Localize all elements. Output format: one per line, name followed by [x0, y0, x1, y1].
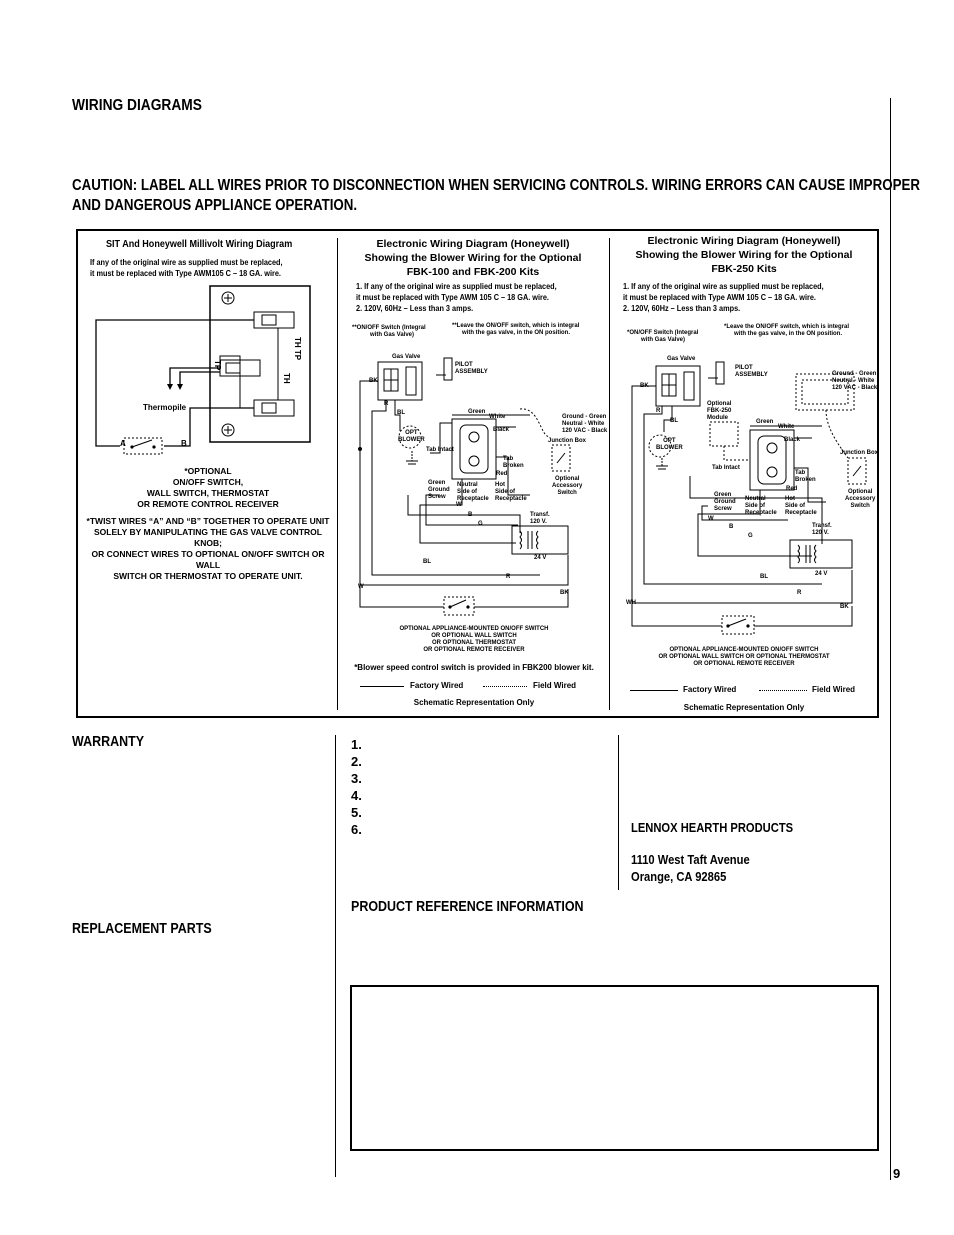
p3-tr-1: Transf. — [812, 523, 832, 529]
p2-green: Green — [468, 409, 486, 415]
label-a: A — [120, 439, 126, 448]
p3-field: Field Wired — [812, 685, 856, 694]
panel2-leave-note — [452, 323, 579, 337]
panel2-note-2: it must be replaced with Type AWM 105 C – 18 GA. wire. — [356, 292, 549, 302]
p2-tab-b1: Tab — [503, 456, 514, 462]
p3-wire-b: B — [729, 524, 734, 530]
reference-info-box — [350, 985, 879, 1151]
p2-wire-bk: BK — [369, 378, 378, 384]
p2-gg-3: Screw — [428, 494, 446, 500]
p3-wire-bl2: BL — [760, 574, 768, 580]
panel2-title-2: Showing the Blower Wiring for the Optional — [364, 252, 582, 264]
p2-opt-blower — [398, 430, 425, 444]
p2-wire-bl2: BL — [423, 559, 431, 565]
p2-os-4: OR OPTIONAL REMOTE RECEIVER — [423, 647, 525, 653]
list-item: 2. — [351, 754, 362, 769]
p3-wire-r2: R — [797, 590, 802, 596]
p3-hs-2: Side of — [785, 503, 806, 509]
p2-wire-w2: W — [358, 584, 364, 590]
p3-tab-b1: Tab — [795, 470, 806, 476]
p3-wire-g: G — [748, 533, 753, 539]
p3-opt-2: BLOWER — [656, 445, 683, 451]
replacement-parts-heading: REPLACEMENT PARTS — [72, 921, 212, 937]
p2-hs-3: Receptacle — [495, 496, 527, 502]
panel2-title — [338, 237, 608, 279]
p3-gl-1: Ground - Green — [832, 371, 877, 377]
p2-transf — [530, 512, 550, 526]
p3-schematic: Schematic Representation Only — [683, 703, 805, 712]
panel1-optional-3: WALL SWITCH, THERMOSTAT — [146, 488, 270, 498]
p2-pilot-2: ASSEMBLY — [455, 369, 488, 375]
p3-wire-bl: BL — [670, 418, 678, 424]
p2-factory-line — [360, 686, 404, 687]
label-tp: TP — [213, 360, 222, 371]
panel3-leave-1: *Leave the ON/OFF switch, which is integral — [724, 324, 850, 330]
panel1-note-1: If any of the original wire as supplied must be replaced, — [90, 257, 283, 267]
company-address-2: Orange, CA 92865 — [631, 869, 727, 884]
p2-24v: 24 V — [534, 555, 547, 561]
p3-tab-broken — [795, 470, 816, 484]
p3-green-ground — [714, 492, 736, 513]
p3-ns-3: Receptacle — [745, 510, 777, 516]
p2-blower-note: *Blower speed control switch is provided in FBK200 blower kit. — [354, 663, 594, 672]
p3-ground-legend — [832, 371, 877, 392]
p3-mod-3: Module — [707, 415, 728, 421]
p3-tr-2: 120 V. — [812, 530, 829, 536]
p2-acc-3: Switch — [557, 490, 577, 496]
p2-opt-1: OPT — [405, 430, 418, 436]
p3-hot — [785, 496, 817, 517]
p3-module — [707, 401, 731, 422]
panel1-optional-2: ON/OFF SWITCH, — [172, 477, 244, 487]
p3-os-2: OR OPTIONAL WALL SWITCH OR OPTIONAL THERMOSTAT — [658, 654, 830, 660]
p3-hs-1: Hot — [785, 496, 795, 502]
p3-green: Green — [756, 419, 774, 425]
panel3-note-1: 1. If any of the original wire as supplied must be replaced, — [623, 281, 824, 291]
p2-schematic: Schematic Representation Only — [413, 698, 535, 707]
p3-white: White — [778, 424, 795, 430]
p3-tab-intact: Tab Intact — [712, 465, 740, 471]
p3-wire-wh: WH — [626, 600, 636, 606]
p2-pilot — [455, 362, 488, 376]
p2-wire-g: G — [478, 521, 483, 527]
panel1-twist-3: OR CONNECT WIRES TO OPTIONAL ON/OFF SWITCH OR WALL — [91, 549, 325, 570]
list-item: 3. — [351, 771, 362, 786]
p2-tr-1: Transf. — [530, 512, 550, 518]
company-address-1: 1110 West Taft Avenue — [631, 852, 750, 867]
panel1-title: SIT And Honeywell Millivolt Wiring Diagram — [106, 238, 293, 250]
p3-red: Red — [786, 486, 798, 492]
panel2-notes — [356, 281, 557, 314]
caution-line-1: CAUTION: LABEL ALL WIRES PRIOR TO DISCONNECTION WHEN SERVICING CONTROLS. WIRING ERRORS CAN CAUSE IMPROPER — [72, 177, 920, 194]
list-item: 6. — [351, 822, 362, 837]
p2-neutral — [457, 482, 489, 503]
panel2-title-3: FBK-100 and FBK-200 Kits — [406, 266, 540, 278]
p2-wire-bl: BL — [397, 410, 405, 416]
p3-accessory — [845, 489, 875, 510]
p2-os-2: OR OPTIONAL WALL SWITCH — [431, 633, 517, 639]
p3-os-3: OR OPTIONAL REMOTE RECEIVER — [693, 661, 795, 667]
list-item: 5. — [351, 805, 362, 820]
p3-opt-blower — [656, 438, 683, 452]
p2-black: Black — [493, 427, 510, 433]
p2-wire-w: W — [456, 502, 462, 508]
p3-wire-bk2: BK — [840, 604, 849, 610]
p3-pilot-2: ASSEMBLY — [735, 372, 768, 378]
list-item: 1. — [351, 737, 362, 752]
p2-green-ground — [428, 480, 450, 501]
panel3-leave-2: with the gas valve, in the ON position. — [734, 331, 843, 337]
p2-tab-broken — [503, 456, 524, 470]
p2-ns-3: Receptacle — [457, 496, 489, 502]
p2-junction: Junction Box — [548, 438, 587, 444]
p2-gl-3: 120 VAC - Black — [562, 428, 608, 434]
p3-wire-r: R — [656, 408, 661, 414]
p2-tr-2: 120 V. — [530, 519, 547, 525]
p2-hs-2: Side of — [495, 489, 516, 495]
p3-os-1: OPTIONAL APPLIANCE-MOUNTED ON/OFF SWITCH — [669, 647, 819, 653]
right-rule — [890, 98, 891, 1180]
p2-acc-1: Optional — [555, 476, 580, 482]
p2-field-line — [483, 686, 527, 687]
numbered-list — [351, 736, 362, 838]
p3-gg-1: Green — [714, 492, 732, 498]
list-item: 4. — [351, 788, 362, 803]
panel1-twist-4: SWITCH OR THERMOSTAT TO OPERATE UNIT. — [113, 571, 303, 581]
panel3-title-2: Showing the Blower Wiring for the Optional — [635, 249, 853, 261]
panel3-title-1: Electronic Wiring Diagram (Honeywell) — [647, 235, 841, 247]
p2-ns-2: Side of — [457, 489, 478, 495]
p2-optional-switch — [340, 626, 608, 654]
lower-divider-left — [335, 735, 336, 1177]
p2-wire-b: B — [468, 512, 473, 518]
p2-wire-r: R — [384, 401, 389, 407]
p2-opt-2: BLOWER — [398, 437, 425, 443]
panel2-onoff-note — [352, 325, 426, 339]
p3-gl-2: Neutral - White — [832, 378, 875, 384]
panel1-twist-2: SOLELY BY MANIPULATING THE GAS VALVE CONTROL KNOB; — [94, 527, 322, 548]
p2-pilot-1: PILOT — [455, 362, 473, 368]
p2-ground-legend — [562, 414, 607, 435]
p2-hot — [495, 482, 527, 503]
p3-optional-switch — [610, 647, 878, 668]
p3-gg-3: Screw — [714, 506, 732, 512]
p2-acc-2: Accessory — [552, 483, 583, 489]
panel2-leave-1: **Leave the ON/OFF switch, which is integral — [452, 323, 580, 329]
p3-gl-3: 120 VAC - Black — [832, 385, 878, 391]
p2-tab-b2: Broken — [503, 463, 524, 469]
p2-gas-valve: Gas Valve — [392, 354, 421, 360]
p3-acc-3: Switch — [850, 503, 870, 509]
panel1-twist-block — [80, 516, 336, 582]
millivolt-diagram — [80, 280, 336, 470]
panel3-onoff-2: with Gas Valve) — [641, 337, 686, 343]
panel-divider-2 — [609, 238, 610, 710]
p3-junction: Junction Box — [840, 450, 879, 456]
label-th-tp: TH TP — [293, 337, 302, 361]
p3-hs-3: Receptacle — [785, 510, 817, 516]
p2-gl-1: Ground - Green — [562, 414, 607, 420]
p2-accessory — [552, 476, 582, 497]
p3-gas-valve: Gas Valve — [667, 356, 696, 362]
panel-divider-1 — [337, 238, 338, 710]
panel2-onoff-2: with Gas Valve) — [370, 332, 415, 338]
panel2-note-3: 2. 120V, 60Hz – Less than 3 amps. — [356, 303, 474, 313]
p3-mod-1: Optional — [707, 401, 732, 407]
panel3-note-2: it must be replaced with Type AWM 105 C – 18 GA. wire. — [623, 292, 816, 302]
p3-gg-2: Ground — [714, 499, 736, 505]
panel3-onoff-1: *ON/OFF Switch (Integral — [627, 330, 699, 336]
p3-acc-1: Optional — [848, 489, 873, 495]
p3-24v: 24 V — [815, 571, 828, 577]
p2-red: Red — [496, 471, 508, 477]
p3-factory: Factory Wired — [683, 685, 737, 694]
p3-factory-line — [630, 690, 678, 691]
p3-wire-w: W — [708, 516, 714, 522]
warranty-heading: WARRANTY — [72, 734, 145, 750]
p3-pilot-1: PILOT — [735, 365, 753, 371]
p2-wire-bk2: BK — [560, 590, 569, 596]
company-name: LENNOX HEARTH PRODUCTS — [631, 820, 794, 835]
panel1-twist-1: *TWIST WIRES “A” AND “B” TOGETHER TO OPERATE UNIT — [86, 516, 330, 526]
p2-tab-intact: Tab Intact — [426, 447, 454, 453]
p3-opt-1: OPT — [663, 438, 676, 444]
p2-gl-2: Neutral - White — [562, 421, 605, 427]
panel1-optional-1: *OPTIONAL — [184, 466, 232, 476]
p2-wire-r2: R — [506, 574, 511, 580]
p2-os-1: OPTIONAL APPLIANCE-MOUNTED ON/OFF SWITCH — [399, 626, 549, 632]
page-number: 9 — [893, 1166, 901, 1181]
p3-transf — [812, 523, 832, 537]
label-thermopile: Thermopile — [143, 403, 187, 412]
panel1-note-2: it must be replaced with Type AWM105 C – 18 GA. wire. — [90, 268, 281, 278]
panel2-onoff-1: **ON/OFF Switch (Integral — [352, 325, 426, 331]
panel3-onoff-note — [627, 330, 698, 344]
panel2-note-1: 1. If any of the original wire as supplied must be replaced, — [356, 281, 557, 291]
p3-tab-b2: Broken — [795, 477, 816, 483]
p2-hs-1: Hot — [495, 482, 505, 488]
panel3-title-3: FBK-250 Kits — [711, 263, 777, 275]
panel2-leave-2: with the gas valve, in the ON position. — [462, 330, 571, 336]
panel3-title — [610, 234, 878, 276]
p3-wire-bk: BK — [640, 383, 649, 389]
lower-divider-mid — [618, 735, 619, 890]
product-reference-heading: PRODUCT REFERENCE INFORMATION — [351, 899, 584, 915]
panel2-title-1: Electronic Wiring Diagram (Honeywell) — [376, 238, 570, 250]
panel1-optional-block — [80, 466, 336, 510]
p3-pilot — [735, 365, 768, 379]
p3-mod-2: FBK-250 — [707, 408, 732, 414]
p3-black: Black — [784, 437, 801, 443]
p2-factory: Factory Wired — [410, 681, 464, 690]
p2-ns-1: Neutral — [457, 482, 478, 488]
label-b: B — [181, 439, 187, 448]
p2-field: Field Wired — [533, 681, 577, 690]
p2-os-3: OR OPTIONAL THERMOSTAT — [432, 640, 516, 646]
p3-field-line — [759, 690, 807, 691]
caution-line-2: AND DANGEROUS APPLIANCE OPERATION. — [72, 197, 358, 214]
panel3-leave-note — [724, 324, 849, 338]
panel3-note-3: 2. 120V, 60Hz – Less than 3 amps. — [623, 303, 741, 313]
page-title: WIRING DIAGRAMS — [72, 97, 202, 114]
p3-neutral — [745, 496, 777, 517]
p2-gg-1: Green — [428, 480, 446, 486]
p3-ns-2: Side of — [745, 503, 766, 509]
panel1-optional-4: OR REMOTE CONTROL RECEIVER — [137, 499, 279, 509]
p2-gg-2: Ground — [428, 487, 450, 493]
label-th: TH — [282, 373, 291, 384]
p2-white: White — [489, 414, 506, 420]
panel3-notes — [623, 281, 824, 314]
p3-acc-2: Accessory — [845, 496, 876, 502]
p3-ns-1: Neutral — [745, 496, 766, 502]
